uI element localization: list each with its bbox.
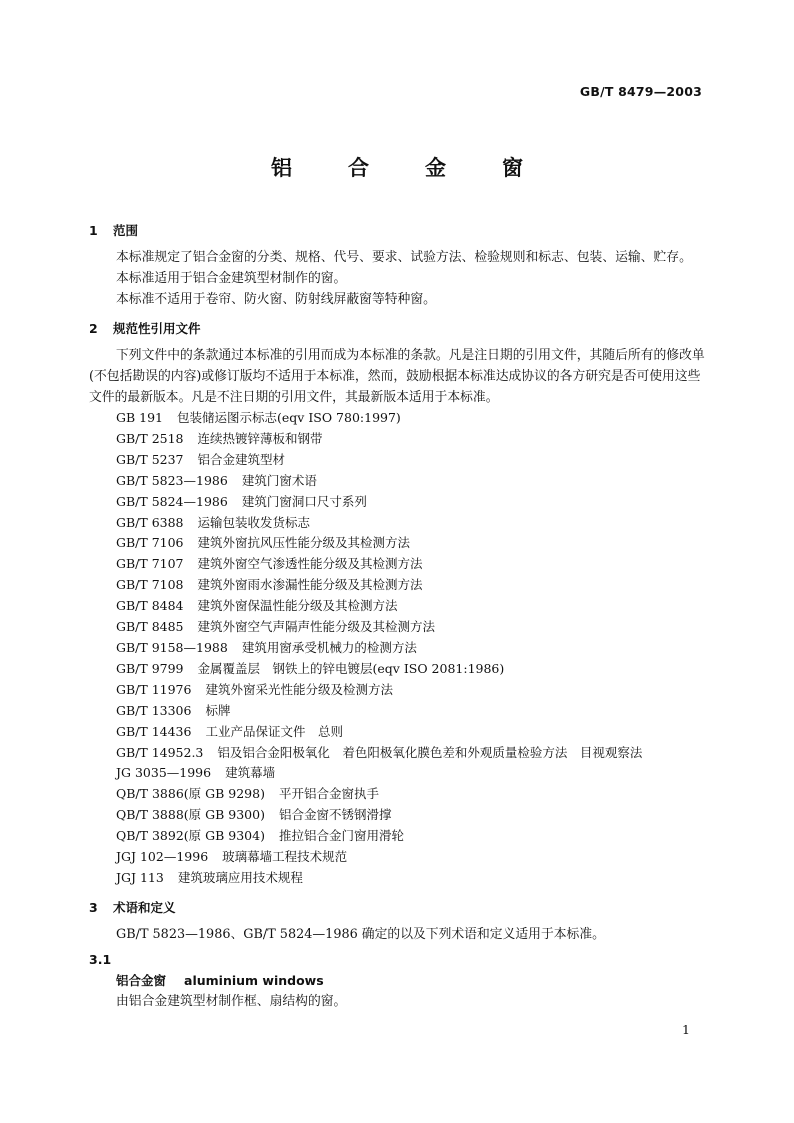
reference-code: GB/T 9158—1988 <box>116 639 228 655</box>
reference-title: 建筑外窗空气声隔声性能分级及其检测方法 <box>197 619 436 635</box>
reference-item <box>89 784 705 805</box>
reference-item <box>89 533 705 554</box>
reference-title: 建筑门窗术语 <box>241 472 317 488</box>
reference-item <box>89 763 705 784</box>
reference-title: 平开铝合金窗执手 <box>278 786 379 802</box>
section-heading-terms <box>89 897 705 918</box>
reference-code: GB/T 11976 <box>116 681 192 697</box>
reference-title: 建筑玻璃应用技术规程 <box>177 869 303 885</box>
reference-title: 建筑用窗承受机械力的检测方法 <box>241 639 417 655</box>
reference-item <box>89 826 705 847</box>
reference-item <box>89 429 705 450</box>
reference-code: GB/T 5823—1986 <box>116 472 228 488</box>
reference-code: GB/T 13306 <box>116 702 192 718</box>
reference-item <box>89 554 705 575</box>
section-number: 3 <box>89 899 98 915</box>
reference-item <box>89 638 705 659</box>
term-chinese: 铝合金窗 <box>116 972 167 988</box>
reference-title: 玻璃幕墙工程技术规范 <box>222 849 348 865</box>
reference-title: 包装储运图示标志(eqv ISO 780:1997) <box>177 410 401 425</box>
reference-code: GB/T 7108 <box>116 577 184 593</box>
section-number: 1 <box>89 223 98 238</box>
reference-code: GB/T 9799 <box>116 660 184 676</box>
reference-item <box>89 659 705 680</box>
section-heading-scope <box>89 220 705 241</box>
reference-item <box>89 847 705 868</box>
section-number: 2 <box>89 321 98 336</box>
subsection-number: 3.1 <box>89 951 112 967</box>
reference-item <box>89 680 705 701</box>
reference-code: JG 3035—1996 <box>116 765 212 781</box>
paragraph: 本标准适用于铝合金建筑型材制作的窗。 <box>116 271 347 286</box>
section-title: 规范性引用文件 <box>113 321 201 336</box>
reference-code: GB/T 7106 <box>116 535 184 551</box>
section-title: 范围 <box>113 223 139 238</box>
page-number: 1 <box>682 1022 690 1037</box>
section-heading-normative-references <box>89 318 705 339</box>
reference-title: 建筑外窗雨水渗漏性能分级及其检测方法 <box>197 577 423 593</box>
document-title <box>0 152 794 182</box>
reference-title: 建筑外窗抗风压性能分级及其检测方法 <box>197 535 411 551</box>
term-definition: 由铝合金建筑型材制作框、扇结构的窗。 <box>116 993 347 1009</box>
title-char: 金 <box>425 156 446 180</box>
reference-title: 建筑门窗洞口尺寸系列 <box>241 493 367 509</box>
paragraph: 本标准规定了铝合金窗的分类、规格、代号、要求、试验方法、检验规则和标志、包装、运输、贮存。 <box>116 250 692 265</box>
reference-code: GB/T 2518 <box>116 430 184 446</box>
reference-item <box>89 471 705 492</box>
reference-item <box>89 513 705 534</box>
reference-code: GB/T 14436 <box>116 723 192 739</box>
reference-item <box>89 868 705 889</box>
reference-item <box>89 408 705 429</box>
reference-title: 运输包装收发货标志 <box>197 514 311 530</box>
reference-title: 连续热镀锌薄板和钢带 <box>197 430 323 446</box>
reference-title: 铝合金建筑型材 <box>197 451 286 467</box>
title-char: 窗 <box>502 156 523 180</box>
paragraph: GB/T 5823—1986、GB/T 5824—1986 确定的以及下列术语和定义适用于本标准。 <box>116 926 605 942</box>
reference-code: QB/T 3888(原 GB 9300) <box>116 807 265 823</box>
reference-title: 标牌 <box>205 702 231 718</box>
reference-code: GB 191 <box>116 410 164 425</box>
reference-title: 铝及铝合金阳极氧化 着色阳极氧化膜色差和外观质量检验方法 目视观察法 <box>217 744 643 760</box>
term-english: aluminium windows <box>184 972 324 988</box>
paragraph: 本标准不适用于卷帘、防火窗、防射线屏蔽窗等特种窗。 <box>116 292 436 307</box>
reference-code: QB/T 3886(原 GB 9298) <box>116 786 265 802</box>
reference-title: 建筑外窗空气渗透性能分级及其检测方法 <box>197 556 423 572</box>
reference-code: QB/T 3892(原 GB 9304) <box>116 828 265 844</box>
reference-item <box>89 805 705 826</box>
reference-title: 工业产品保证文件 总则 <box>205 723 343 739</box>
reference-item <box>89 492 705 513</box>
reference-item <box>89 575 705 596</box>
reference-item <box>89 743 705 764</box>
reference-title: 建筑外窗采光性能分级及检测方法 <box>205 681 393 697</box>
term-entry <box>89 970 705 991</box>
section-title: 术语和定义 <box>113 899 176 915</box>
reference-code: GB/T 8485 <box>116 619 184 635</box>
title-char: 合 <box>348 156 369 180</box>
title-char: 铝 <box>271 156 292 180</box>
reference-title: 铝合金窗不锈钢滑撑 <box>278 807 392 823</box>
reference-code: GB/T 8484 <box>116 598 184 614</box>
reference-code: GB/T 6388 <box>116 514 184 530</box>
reference-item <box>89 701 705 722</box>
reference-item <box>89 450 705 471</box>
reference-code: GB/T 5237 <box>116 451 184 467</box>
reference-code: GB/T 5824—1986 <box>116 493 228 509</box>
reference-title: 推拉铝合金门窗用滑轮 <box>278 828 404 844</box>
reference-item <box>89 617 705 638</box>
reference-title: 金属覆盖层 钢铁上的锌电镀层(eqv ISO 2081:1986) <box>197 660 505 676</box>
paragraph: 下列文件中的条款通过本标准的引用而成为本标准的条款。凡是注日期的引用文件，其随后所有的修改单(不包括勘误的内容)或修订版均不适用于本标准，然而，鼓励根据本标准达成协议的各方研究是否可使用这些文件的最新版本。凡是不注日期的引用文件，其最新版本适用于本标准。 <box>89 348 705 405</box>
reference-item <box>89 722 705 743</box>
reference-list <box>89 408 705 889</box>
document-body <box>89 212 705 1012</box>
reference-title: 建筑幕墙 <box>225 765 276 781</box>
reference-title: 建筑外窗保温性能分级及其检测方法 <box>197 598 398 614</box>
reference-item <box>89 596 705 617</box>
standard-number: GB/T 8479—2003 <box>579 84 702 99</box>
reference-code: JGJ 102—1996 <box>116 849 209 865</box>
reference-code: JGJ 113 <box>116 869 164 885</box>
reference-code: GB/T 14952.3 <box>116 744 204 760</box>
reference-code: GB/T 7107 <box>116 556 184 572</box>
